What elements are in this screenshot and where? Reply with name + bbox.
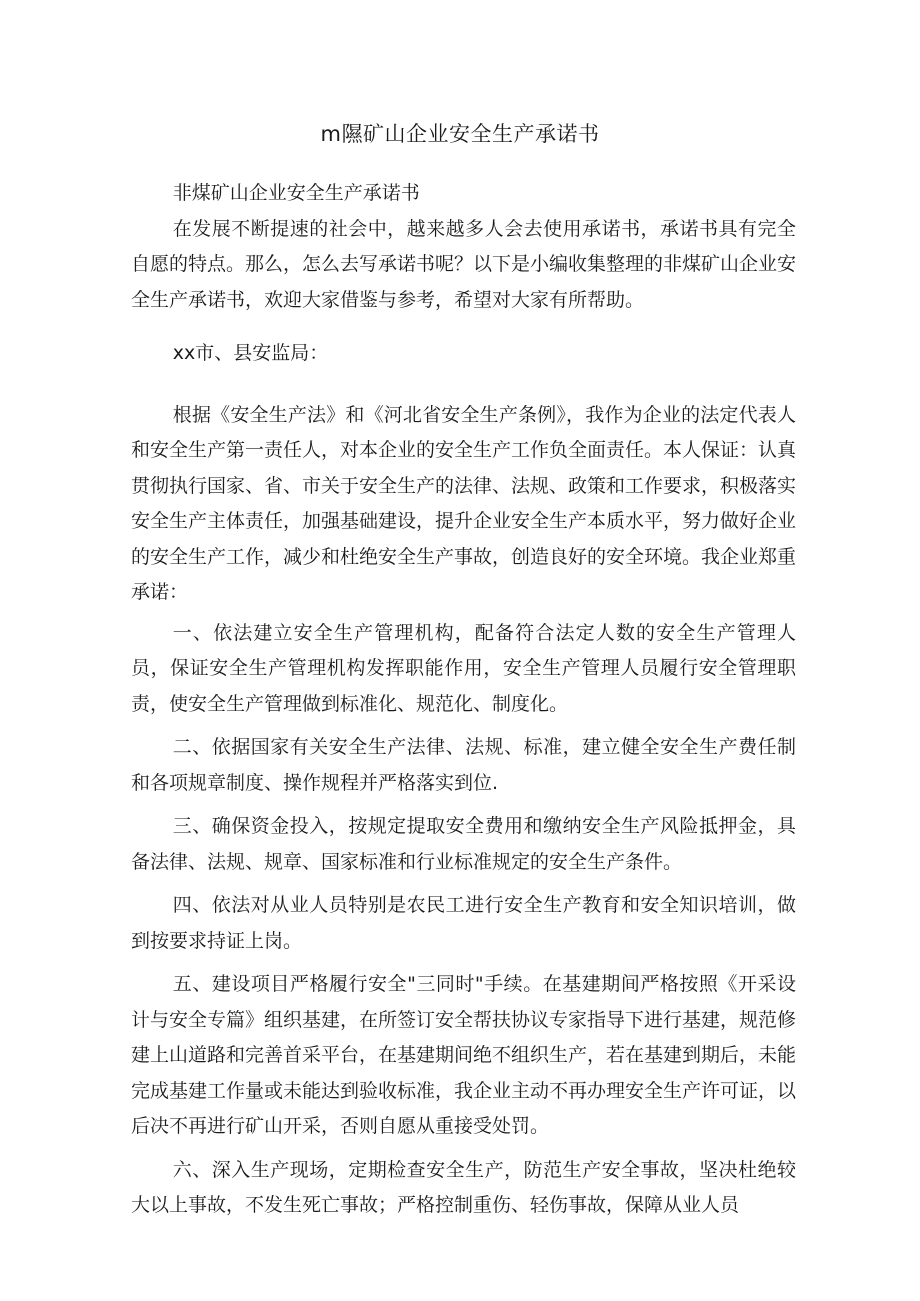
document-body	[131, 176, 796, 1224]
salutation: xx市、县安监局：	[172, 342, 329, 364]
paragraph-item-1: 一、依法建立安全生产管理机构，配备符合法定人数的安全生产管理人员，保证安全生产管理机构发挥职能作用，安全生产管理人员履行安全管理职责，使安全生产管理做到标准化、规范化、制度化。	[131, 621, 796, 715]
document-title: m隰矿山企业安全生产承诺书	[320, 122, 600, 146]
paragraph-item-6: 六、深入生产现场，定期检查安全生产，防范生产安全事故，坚决杜绝较大以上事故，不发生死亡事故；严格控制重伤、轻伤事故，保障从业人员	[131, 1158, 796, 1216]
document-subtitle: 非煤矿山企业安全生产承诺书	[172, 182, 420, 204]
paragraph-commitment-basis: 根据《安全生产法》和《河北省安全生产条例》，我作为企业的法定代表人和安全生产第一责任人，对本企业的安全生产工作负全面责任。本人保证：认真贯彻执行国家、省、市关于安全生产的法律、法规、政策和工作要求，积极落实安全生产主体责任，加强基础建设，提升企业安全生产本质水平，努力做好企业的安全生产工作，减少和杜绝安全生产事故，创造良好的安全环境。我企业郑重承诺：	[131, 403, 797, 603]
paragraph-item-4: 四、依法对从业人员特别是农民工进行安全生产教育和安全知识培训，做到按要求持证上岗。	[131, 894, 796, 952]
paragraph-item-3: 三、确保资金投入，按规定提取安全费用和缴纳安全生产风险抵押金，具备法律、法规、规章、国家标准和行业标准规定的安全生产条件。	[131, 815, 796, 873]
intro-paragraph: 在发展不断提速的社会中，越来越多人会去使用承诺书，承诺书具有完全自愿的特点。那么，怎么去写承诺书呢？以下是小编收集整理的非煤矿山企业安全生产承诺书，欢迎大家借鉴与参考，希望对大家有所帮助。	[131, 217, 797, 311]
paragraph-item-2: 二、依据国家有关安全生产法律、法规、标准，建立健全安全生产费任制和各项规章制度、操作规程并严格落实到位.	[131, 736, 796, 794]
paragraph-item-5: 五、建设项目严格履行安全"三同时"手续。在基建期间严格按照《开采设计与安全专篇》组织基建，在所签订安全帮扶协议专家指导下进行基建，规范修建上山道路和完善首采平台，在基建期间绝不组织生产，若在基建到期后，未能完成基建工作量或未能达到验收标准，我企业主动不再办理安全生产许可证，以后决不再进行矿山开采，否则自愿从重接受处罚。	[131, 973, 797, 1137]
